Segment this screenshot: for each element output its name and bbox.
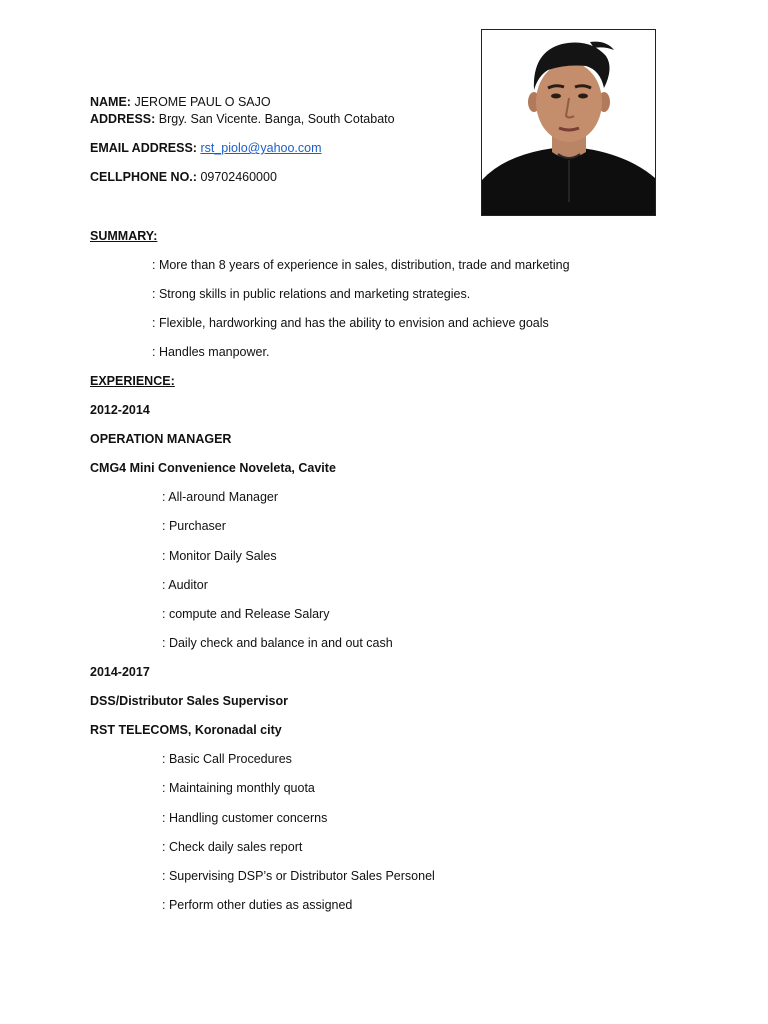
name-value: JEROME PAUL O SAJO — [134, 95, 271, 109]
job-company: RST TELECOMS, Koronadal city — [90, 723, 282, 737]
job-years: 2012-2014 — [90, 403, 150, 417]
name-label: NAME: — [90, 95, 131, 109]
phone-label: CELLPHONE NO.: — [90, 170, 197, 184]
email-label: EMAIL ADDRESS: — [90, 141, 197, 155]
job-duty: : Check daily sales report — [162, 840, 303, 854]
job-title: OPERATION MANAGER — [90, 432, 232, 446]
summary-item: : Strong skills in public relations and marketing strategies. — [152, 287, 471, 301]
name-line — [90, 94, 271, 110]
summary-item: : Flexible, hardworking and has the ability to envision and achieve goals — [152, 316, 549, 330]
experience-heading: EXPERIENCE: — [90, 374, 175, 388]
email-line — [90, 140, 322, 156]
job-duty: : Supervising DSP’s or Distributor Sales Personel — [162, 869, 435, 883]
job-company: CMG4 Mini Convenience Noveleta, Cavite — [90, 461, 336, 475]
job-years: 2014-2017 — [90, 665, 150, 679]
summary-item: : More than 8 years of experience in sales, distribution, trade and marketing — [152, 258, 570, 272]
job-duty: : Purchaser — [162, 519, 226, 533]
job-duty: : Handling customer concerns — [162, 811, 328, 825]
job-duty: : Maintaining monthly quota — [162, 781, 315, 795]
phone-value: 09702460000 — [200, 170, 277, 184]
job-duty: : compute and Release Salary — [162, 607, 330, 621]
job-duty: : Auditor — [162, 578, 208, 592]
job-duty: : All-around Manager — [162, 490, 279, 504]
job-duty: : Monitor Daily Sales — [162, 549, 277, 563]
job-duty: : Basic Call Procedures — [162, 752, 292, 766]
job-duty: : Perform other duties as assigned — [162, 898, 353, 912]
job-duty: : Daily check and balance in and out cash — [162, 636, 393, 650]
job-title: DSS/Distributor Sales Supervisor — [90, 694, 288, 708]
email-link[interactable]: rst_piolo@yahoo.com — [200, 141, 322, 155]
summary-item: : Handles manpower. — [152, 345, 270, 359]
address-value: Brgy. San Vicente. Banga, South Cotabato — [158, 112, 395, 126]
address-label: ADDRESS: — [90, 112, 156, 126]
phone-line — [90, 169, 277, 185]
address-line — [90, 111, 395, 127]
summary-heading: SUMMARY: — [90, 229, 158, 243]
profile-photo — [481, 29, 656, 216]
